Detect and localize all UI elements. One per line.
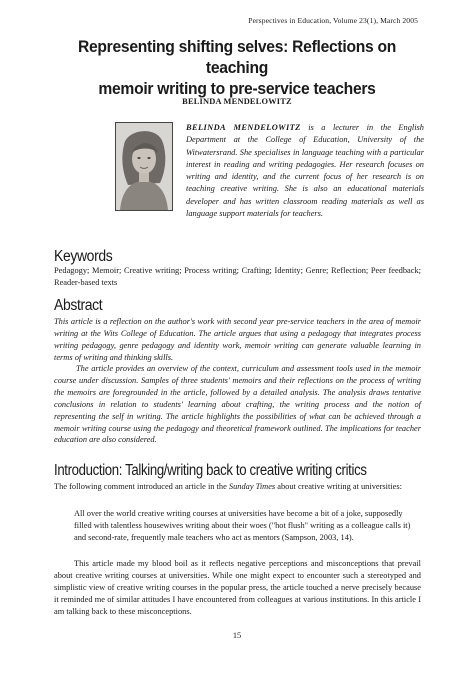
intro-text-before: The following comment introduced an article in the xyxy=(54,482,229,491)
introduction-text xyxy=(54,481,421,493)
article-title xyxy=(56,36,418,99)
author-bio xyxy=(186,122,424,220)
author-portrait-image xyxy=(116,123,172,210)
title-line-2: memoir writing to pre-service teachers xyxy=(98,79,376,98)
bio-author-name: BELINDA MENDELOWITZ xyxy=(186,123,301,132)
abstract-paragraph-2: The article provides an overview of the context, curriculum and assessment tools used in the memoir course under discussion. Samples of three students' memoirs and their reflections on the process of writing the memoirs are foregrounded in the article, followed by a detailed analysis. The analysis draws tentative conclusions in relation to students' learning about crafting, the writing process and the notion of representing the self in writing. The article highlights the possibilities of what can be achieved through a memoir writing course using the pedagogy and theoretical framework outlined. The implications for teacher education are also considered. xyxy=(54,364,421,445)
block-quote: All over the world creative writing courses at universities have become a bit of a joke, supposedly filled with talentless housewives writing about their woes ("hot flush" writing as a colleague calls it) and second-rate, frequently male teachers who act as mentors (Sampson, 2003, 14). xyxy=(74,509,411,542)
keywords-heading: Keywords xyxy=(54,248,113,265)
author-byline: BELINDA MENDELOWITZ xyxy=(182,97,292,106)
abstract-paragraph-1: This article is a reflection on the author's work with second year pre-service teachers in the area of memoir writing at the Wits College of Education. The article argues that using a pedagogy that integrates process writing pedagogy, genre pedagogy and identity work, memoir writing can generate valuable learning in terms of writing and thinking skills. xyxy=(54,317,421,362)
page-number: 15 xyxy=(232,631,242,640)
author-photo xyxy=(115,122,173,211)
abstract-heading: Abstract xyxy=(54,297,103,314)
keywords-text: Pedagogy; Memoir; Creative writing; Process writing; Crafting; Identity; Genre; Reflection; Peer feedback; Reader-based texts xyxy=(54,266,421,287)
body-paragraph: This article made my blood boil as it reflects negative perceptions and misconceptions that prevail about creative writing courses at universities. While one might expect to encounter such a stereotyped and simplistic view of creative writing courses in the popular press, the article touched a nerve precisely because it reminded me of similar attitudes I have encountered from colleagues at various institutions. In this article I am talking back to these misconceptions. xyxy=(54,559,421,616)
introduction-heading: Introduction: Talking/writing back to creative writing critics xyxy=(54,462,367,479)
running-header: Perspectives in Education, Volume 23(1), March 2005 xyxy=(248,16,418,25)
bio-text: is a lecturer in the English Department at the College of Education, University of the Witwatersrand. She specialises in language teaching with a particular interest in reading and writing pedagogies. Her research focuses on writing and identity, and the current focus of her research is on teaching creative writing. She is also an educational materials developer and has written classroom reading materials as well as language support materials for teachers. xyxy=(186,123,424,219)
title-line-1: Representing shifting selves: Reflections on teaching xyxy=(77,37,397,77)
intro-text-after: about creative writing at universities: xyxy=(275,482,402,491)
intro-source-title: Sunday Times xyxy=(228,482,276,491)
